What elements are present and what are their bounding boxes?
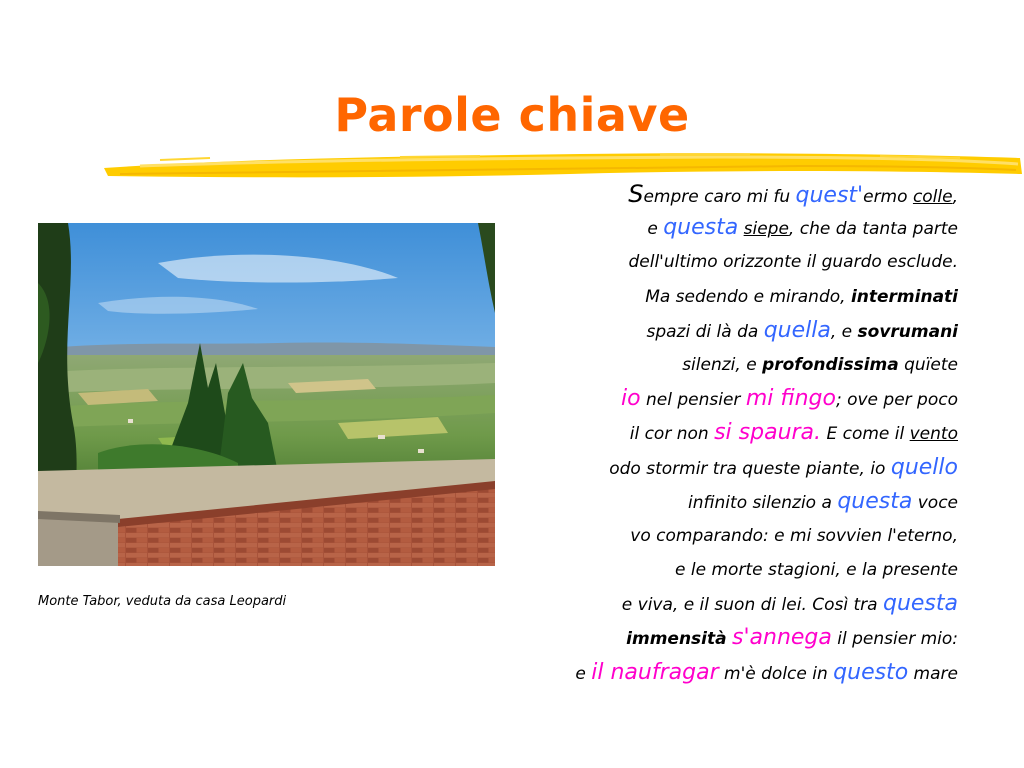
- poem-segment: S: [628, 180, 644, 208]
- poem-segment: e le morte stagioni, e la presente: [675, 560, 958, 581]
- keyword: questa: [882, 591, 958, 617]
- poem-line: [438, 382, 958, 416]
- poem-segment: spazi di là da: [646, 321, 764, 342]
- poem-line: [438, 211, 958, 245]
- poem-segment: ; ove per poco: [835, 390, 958, 411]
- poem-segment: quïete: [898, 354, 958, 375]
- poem-segment: il pensier mio:: [831, 629, 958, 650]
- poem-line: [438, 656, 958, 690]
- poem-segment: interminati: [850, 286, 958, 307]
- poem-segment: colle: [912, 187, 953, 207]
- poem-segment: siepe: [743, 219, 789, 240]
- keyword: il naufragar: [591, 659, 719, 685]
- keyword: mi fingo: [745, 386, 836, 412]
- poem-segment: , che da tanta parte: [788, 219, 958, 240]
- poem-segment: Ma sedendo e mirando,: [645, 286, 851, 307]
- poem-line: [438, 451, 958, 485]
- poem-segment: ,: [952, 187, 958, 207]
- poem-line: [438, 519, 958, 553]
- slide-title: Parole chiave: [334, 88, 690, 142]
- keyword: questo: [833, 659, 909, 685]
- keyword: quello: [890, 454, 958, 480]
- poem-line: [438, 485, 958, 519]
- keyword: s'annega: [732, 625, 832, 651]
- keyword: questa: [837, 488, 913, 514]
- poem-segment: e: [647, 219, 664, 240]
- poem-line: [438, 416, 958, 450]
- poem-segment: infinito silenzio a: [688, 492, 838, 513]
- poem-line: [438, 314, 958, 348]
- poem-segment: sovrumani: [857, 321, 958, 342]
- poem-line: [438, 245, 958, 279]
- poem-line: [438, 587, 958, 621]
- keyword: questa: [663, 215, 739, 241]
- keyword: io: [621, 386, 641, 412]
- poem-segment: profondissima: [762, 354, 899, 375]
- poem-segment: dell'ultimo orizzonte il guardo esclude.: [628, 252, 958, 273]
- poem-segment: E come il: [821, 424, 910, 445]
- poem-segment: il cor non: [629, 424, 715, 445]
- poem-text: [438, 177, 958, 690]
- poem-segment: vo comparando: e mi sovvien l'eterno,: [630, 525, 958, 546]
- poem-segment: odo stormir tra queste piante, io: [609, 458, 891, 479]
- poem-segment: silenzi, e: [682, 354, 763, 375]
- keyword: si spaura.: [714, 420, 822, 446]
- poem-line: [438, 280, 958, 314]
- keyword: quella: [763, 317, 831, 343]
- photo-caption: Monte Tabor, veduta da casa Leopardi: [38, 594, 287, 609]
- poem-segment: ermo: [863, 187, 913, 207]
- poem-segment: m'è dolce in: [718, 663, 834, 684]
- poem-segment: mare: [908, 663, 958, 684]
- poem-segment: voce: [912, 492, 958, 513]
- poem-segment: , e: [830, 321, 858, 342]
- poem-line: [438, 348, 958, 382]
- poem-segment: nel pensier: [640, 390, 746, 411]
- poem-line: [438, 177, 958, 211]
- landscape-photo: [38, 223, 495, 566]
- keyword: quest': [795, 183, 864, 208]
- poem-segment: immensità: [626, 629, 727, 650]
- poem-line: [438, 621, 958, 655]
- poem-segment: e viva, e il suon di lei. Così tra: [621, 595, 883, 616]
- poem-segment: e: [575, 663, 592, 684]
- poem-segment: vento: [909, 424, 958, 445]
- poem-segment: empre caro mi fu: [643, 187, 796, 207]
- poem-line: [438, 553, 958, 587]
